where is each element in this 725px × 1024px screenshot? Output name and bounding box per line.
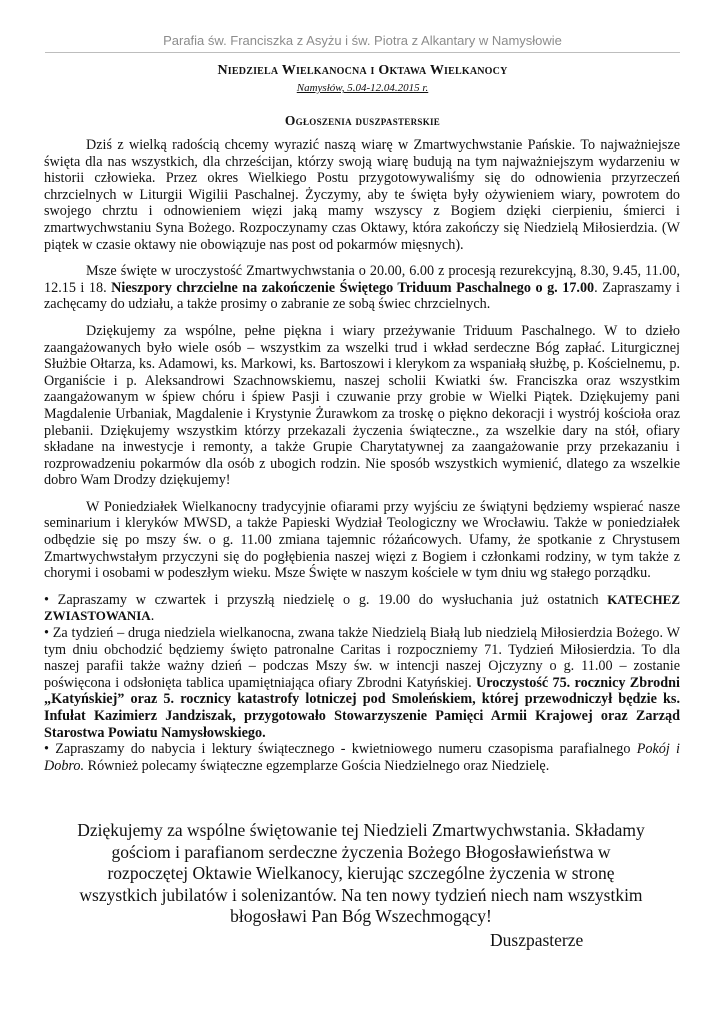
parish-header: Parafia św. Franciszka z Asyżu i św. Piotra z Alkantary w Namysłowie — [163, 33, 562, 48]
catechesis-title: KATECHEZ ZWIASTOWANIA — [44, 591, 680, 624]
mass-times-end: . Zapraszamy i zachęcamy do udziału, a także prosimy o zabranie ze sobą świec chrzcielnych. — [44, 279, 680, 313]
bullet-magazine-text: • Zapraszamy do nabycia i lektury świątecznego - kwietniowego numeru czasopisma parafialnego — [44, 741, 637, 758]
paragraph-easter-monday: W Poniedziałek Wielkanocny tradycyjnie ofiarami przy wyjściu ze świątyni będziemy wspierać nasze seminarium i kleryków MWSD, a także Papieski Wydział Teologiczny we Wrocławiu. Także w poniedziałek odbędzie się po mszy św. o g. 11.00 zmiana tajemnic różańcowych. Ufamy, że spotkanie z Chrystusem Zmartwychwstałym przyczyni się do pogłębienia naszej więzi z Bogiem i członkami rodziny, w tym także z chorymi i osobami w podeszłym wieku. Msze Święte w naszym kościele w tym dniu wg stałego porządku. — [44, 498, 680, 582]
bullet-catechesis — [44, 592, 680, 625]
katyn-anniversary-highlight: Uroczystość 75. rocznicy Zbrodni „Katyńskiej” oraz 5. rocznicy katastrofy lotniczej pod Smoleńskiem, której przewodniczył będzie ks. Infułat Kazimierz Jandziszak, przygotowało Stowarzyszenie Pamięci Armii Krajowej oraz Zarząd Starostwa Powiatu Namysłowskiego. — [44, 674, 680, 741]
bullet-next-week — [44, 625, 680, 741]
paragraph-thanks: Dziękujemy za wspólne, pełne piękna i wiary przeżywanie Triduum Paschalnego. W to dzieło zaangażowanych było wiele osób – wszystkim za wszelki trud i wkład serdeczne Bóg zapłać. Liturgicznej Służbie Ołtarza, ks. Adamowi, ks. Markowi, ks. Bartoszowi i klerykom za wspaniałą służbę, p. Kościelnemu, p. Organiście i p. Aleksandrowi Szachnowskiemu, naszej scholii Kwiatki św. Franciszka oraz wszystkim zaangażowanym w śpiew chóru i śpiew Pasji i czuwanie przy grobie w Wielki Piątek. Dziękujemy pani Magdalenie Urbaniak, Magdalenie i Krystynie Żurawkom za troskę o piękno dekoracji i wystrój kościoła oraz plebanii. Dziękujemy wszystkim którzy przekazali życzenia świąteczne., za wszelkie dary na stół, ofiary składane na inwestycje i remonty, a także Grupie Charytatywnej za zaangażowanie przy przekazaniu i rozprowadzeniu pokarmów dla osób z ubogich rodzin. Nie sposób wszystkich wymienić, dlatego za wszelkie dobro Wam Drodzy dziękujemy! — [44, 322, 680, 489]
bullet-magazine-end: Również polecamy świąteczne egzemplarze Gościa Niedzielnego oraz Niedzielę. — [84, 757, 550, 774]
magazine-title: Pokój i Dobro. — [44, 741, 680, 774]
bullet-catechesis-text: • Zapraszamy w czwartek i przyszłą niedzielę o g. 19.00 do wysłuchania już ostatnich — [44, 591, 608, 608]
section-title: Ogłoszenia duszpasterskie — [284, 113, 441, 128]
vespers-highlight: Nieszpory chrzcielne na zakończenie Świętego Triduum Paschalnego o g. 17.00 — [111, 279, 595, 296]
date-place-subtitle: Namysłów, 5.04-12.04.2015 r. — [296, 82, 429, 94]
bullet-next-week-text: • Za tydzień – druga niedziela wielkanocna, zwana także Niedzielą Białą lub niedzielą Miłosierdzia Bożego. W tym dniu obchodzić będziemy święto patronalne Caritas i rozpoczniemy 71. Tydzień Miłosierdzia. To dla naszej parafii także ważny dzień – podczas Mszy św. w intencji naszej Ojczyzny o g. 11.00 – zostanie poświęcona i odsłonięta tablica upamiętniająca ofiary Zbrodni Katyńskiej. — [44, 625, 680, 691]
mass-times-text: Msze święte w uroczystość Zmartwychwstania o 20.00, 6.00 z procesją rezurekcyjną, 8.30, 9.45, 11.00, 12.15 i 18. — [44, 263, 680, 296]
header-divider — [45, 52, 680, 53]
bullet-magazine — [44, 741, 680, 774]
paragraph-mass-times — [44, 263, 680, 313]
page-title: Niedziela Wielkanocna i Oktawa Wielkanocy — [217, 63, 508, 78]
paragraph-easter-intro: Dziś z wielką radością chcemy wyrazić naszą wiarę w Zmartwychwstanie Pańskie. To najważniejsze święta dla nas wszystkich, dla chrześcijan, którzy swoją wiarę budują na tym najważniejszym wydarzeniu w historii człowieka. Przez okres Wielkiego Postu przygotowywaliśmy się do odnowienia przyrzeczeń chrzcielnych w Liturgii Wigilii Paschalnej. Życzymy, aby te święta były ożywieniem wiary, powrotem do swojego chrztu i odnowieniem więzi jaką mamy wszyscy z Bogiem dzięki cierpieniu, śmierci i zmartwychwstaniu Syna Bożego. Rozpoczynamy czas Oktawy, która zakończy się Niedzielą Miłosierdzia. (W piątek w czasie oktawy nie obowiązuje nas post od pokarmów mięsnych). — [44, 137, 680, 253]
signature: Duszpasterze — [490, 930, 584, 950]
announcement-body — [44, 137, 680, 774]
closing-wishes: Dziękujemy za wspólne świętowanie tej Niedzieli Zmartwychwstania. Składamy gościom i parafianom serdeczne życzenia Bożego Błogosławieństwa w rozpoczętej Oktawie Wielkanocy, kierując szczególne życzenia w stronę wszystkich jubilatów i solenizantów. Na ten nowy tydzień niech nam wszystkim błogosławi Pan Bóg Wszechmogący! — [77, 820, 645, 926]
bullet-catechesis-end: . — [150, 608, 155, 625]
